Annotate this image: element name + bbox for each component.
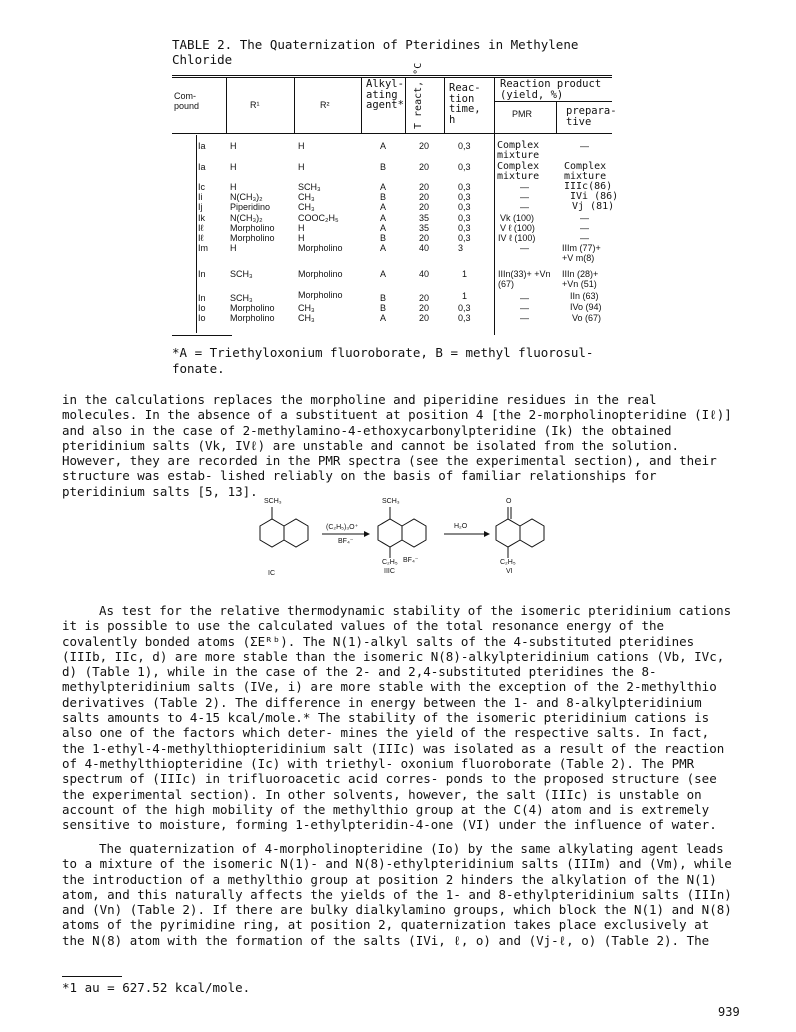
substituent-ethyl-right: C₂H₅ [500, 559, 516, 566]
table-row-pmr: IV ℓ (100) [498, 233, 536, 243]
table-row-r2: CH₃ [298, 202, 315, 212]
table-row-prep: IIn (63) [570, 291, 599, 301]
table-row-r2: Morpholino [298, 290, 343, 300]
table-row-r1: Morpholino [230, 233, 275, 243]
pyrazine-ring-mid [402, 519, 426, 547]
table-row-prep: IVo (94) [570, 302, 602, 312]
footnote-rule [62, 976, 122, 977]
page-footnote: *1 au = 627.52 kcal/mole. [62, 980, 251, 995]
table-row-pmr: — [520, 313, 529, 323]
table-row-agent: B [380, 162, 387, 172]
table-row-prep: — [580, 223, 589, 233]
table-row-pmr: Vk (100) [500, 213, 535, 223]
substituent-sch3-mid: SCH₃ [382, 498, 400, 505]
table-row-compound: Io [198, 303, 206, 313]
compound-label-iiic: IIIC [384, 568, 395, 575]
table-caption: TABLE 2. The Quaternization of Pteridines in Methylene Chloride [172, 37, 579, 67]
paragraph-1: in the calculations replaces the morpholine and piperidine residues in the real molecules. In the absence of a substituent at position 4 [the 2-morpholinopteridine (Iℓ)] and also in the case of 2-methylamino-4-ethoxycarbonylpteridine (Ik) the obtained pteridinium salts (Vk, IVℓ) are unstable and cannot be isolated from the solution. However, they are recorded in the PMR spectra (see the experimental section), and their structure was estab- lished reliably on the basis of familiar relationships for pteridinium salts [5, 13]. [62, 392, 732, 499]
table-row-compound: Ij [198, 202, 203, 212]
table-row-time: 0,3 [458, 162, 471, 172]
table-row-r2: H [298, 233, 305, 243]
arrowhead-icon [364, 531, 370, 537]
table-row-agent: A [380, 213, 387, 223]
table-row-prep: — [580, 213, 589, 223]
header-compound: Com- pound [174, 91, 200, 111]
table-row-pmr: — [520, 303, 529, 313]
arrowhead-icon [484, 531, 490, 537]
pyrimidine-ring-mid [378, 519, 402, 547]
table-vline-pmr [494, 77, 495, 335]
table-row-r1: SCH₃ [230, 293, 253, 303]
table-row-temp: 20 [419, 313, 430, 323]
table-row-pmr: — [520, 202, 529, 212]
table-row-prep: IVi (86) [570, 191, 619, 202]
table-row-compound: In [198, 293, 206, 303]
reagent-triethyloxonium: (C₂H₅)₃O⁺ [326, 524, 359, 531]
table-row-agent: A [380, 269, 387, 279]
table-row-agent: A [380, 182, 387, 192]
table-row-compound: Im [198, 243, 208, 253]
compound-label-vi: VI [506, 568, 513, 575]
table-row-r2: COOC₂H₅ [298, 213, 339, 223]
table-row-r1: H [230, 162, 237, 172]
table-row-r1: SCH₃ [230, 269, 253, 279]
page-number: 939 [718, 1005, 740, 1019]
table-row-agent: A [380, 313, 387, 323]
table-row-compound: Ic [198, 182, 206, 192]
table-row-prep: Complex mixture [564, 161, 607, 182]
pyrazine-ring-left [284, 519, 308, 547]
table-row-temp: 35 [419, 223, 430, 233]
table-row-r1: Piperidino [230, 202, 271, 212]
table-row-prep: IIIn (28)+ +Vn (51) [562, 269, 599, 289]
table-row-r2: Morpholino [298, 243, 343, 253]
header-r2: R² [320, 100, 330, 110]
table-row-time: 0,3 [458, 303, 471, 313]
header-agent: Alkyl- ating agent* [366, 78, 404, 111]
table-row-r1: Morpholino [230, 313, 275, 323]
table-row-pmr: — [520, 243, 529, 253]
table-row-temp: 40 [419, 269, 430, 279]
table-row-r1: Morpholino [230, 303, 275, 313]
product-subheader-rule [494, 101, 612, 102]
table-row-temp: 20 [419, 202, 430, 212]
table-row-compound: Iℓ [198, 223, 204, 233]
table-row-compound: Io [198, 313, 206, 323]
table-row-pmr: V ℓ (100) [500, 223, 535, 233]
table-row-prep: Vj (81) [572, 201, 615, 212]
table-row-r2: H [298, 141, 305, 151]
table-row-agent: B [380, 293, 387, 303]
table-row-compound: Ik [198, 213, 206, 223]
header-product: Reaction product (yield, %) [500, 78, 602, 101]
table-row-agent: A [380, 141, 387, 151]
table-row-r2: CH₃ [298, 303, 315, 313]
compound-label-ic: IC [268, 570, 275, 577]
pyrimidine-ring-right [496, 519, 520, 547]
table-row-prep: — [580, 233, 589, 243]
table-row-time: 3 [458, 243, 464, 253]
header-time: Reac- tion time, h [449, 82, 481, 126]
table-vline-prep [556, 101, 557, 133]
table-footnote: *A = Triethyloxonium fluoroborate, B = methyl fluorosul- fonate. [172, 345, 594, 376]
table-row-pmr: — [520, 192, 529, 202]
table-row-temp: 40 [419, 243, 430, 253]
pyrazine-ring-right [520, 519, 544, 547]
reagent-water: H₂O [454, 523, 468, 530]
reaction-scheme-svg [250, 498, 570, 588]
header-temp: T react, °C [413, 62, 424, 129]
table-row-time: 1 [462, 291, 468, 301]
table-row-time: 0,3 [458, 202, 471, 212]
table-row-r2: Morpholino [298, 269, 343, 279]
table-row-r1: H [230, 243, 237, 253]
table-vline-compound [196, 135, 197, 333]
table-row-temp: 35 [419, 213, 430, 223]
table-row-pmr: Complex mixture [497, 140, 540, 161]
table-row-temp: 20 [419, 233, 430, 243]
table-row-temp: 20 [419, 162, 430, 172]
substituent-ethyl-mid: C₂H₅ [382, 559, 398, 566]
reagent-bf4: BF₄⁻ [338, 538, 354, 545]
paragraph-3: The quaternization of 4-morpholinopteridine (Io) by the same alkylating agent leads to a mixture of the isomeric N(1)- and N(8)-ethylpteridinium salts (IIIm) and (Vm), while the introduction of a methylthio group at position 2 hinders the alkylation of the N(1) atom, and this naturally affects the yields of the 1- and 8-ethylpteridinium salts (IIIn) and (Vn) (Table 2). If there are bulky dialkylamino groups, which block the N(1) and N(8) atoms of the pyrimidine ring, at position 2, quaternization takes place exclusively at the N(8) atom with the formation of the salts (IVi, ℓ, o) and (Vj-ℓ, o) (Table 2). The [62, 841, 732, 948]
header-prep: prepara- tive [566, 105, 617, 128]
table-row-compound: Ia [198, 141, 206, 151]
substituent-oxygen: O [506, 498, 512, 505]
table-row-pmr: Complex mixture [497, 161, 540, 182]
table-row-r2: SCH₃ [298, 182, 321, 192]
table-row-time: 0,3 [458, 182, 471, 192]
table-header-rule [172, 133, 612, 134]
table-row-agent: B [380, 233, 387, 243]
table-row-r2: CH₃ [298, 192, 315, 202]
table-row-r2: CH₃ [298, 313, 315, 323]
table-row-agent: A [380, 243, 387, 253]
table-row-time: 0,3 [458, 223, 471, 233]
table-row-prep: — [580, 141, 589, 151]
table-row-agent: A [380, 202, 387, 212]
table-row-r1: H [230, 141, 237, 151]
table-row-time: 0,3 [458, 192, 471, 202]
table-row-r1: N(CH₃)₂ [230, 192, 263, 202]
table-bottom-rule [172, 335, 232, 336]
table-row-time: 0,3 [458, 313, 471, 323]
table-row-temp: 20 [419, 303, 430, 313]
table-row-temp: 20 [419, 141, 430, 151]
table-row-prep: IIIc(86) [564, 181, 613, 192]
table-row-temp: 20 [419, 182, 430, 192]
table-row-pmr: IIIn(33)+ +Vn (67) [498, 269, 551, 289]
table-row-pmr: — [520, 182, 529, 192]
table-row-time: 0,3 [458, 233, 471, 243]
table-row-temp: 20 [419, 192, 430, 202]
substituent-sch3-left: SCH₃ [264, 498, 282, 505]
reaction-scheme [250, 498, 570, 588]
table-row-compound: In [198, 269, 206, 279]
table-vline [361, 77, 362, 133]
table-row-temp: 20 [419, 293, 430, 303]
table-row-agent: B [380, 303, 387, 313]
table-vline [444, 77, 445, 133]
table-row-r1: Morpholino [230, 223, 275, 233]
table-row-r1: H [230, 182, 237, 192]
pyrimidine-ring-left [260, 519, 284, 547]
quaternization-table [172, 62, 619, 337]
table-row-compound: Ia [198, 162, 206, 172]
table-row-prep: IIIm (77)+ +V m(8) [562, 243, 601, 263]
paragraph-2: As test for the relative thermodynamic stability of the isomeric pteridinium cations it is possible to use the calculated values of the total resonance energy of the covalently bonded atoms (ΣEᴿᵇ). The N(1)-alkyl salts of the 4-substituted pteridines (IIIb, IIc, d) are more stable than the isomeric N(8)-alkylpteridinium cations (Vb, IVc, d) (Table 1), while in the case of the 2- and 2,4-substituted pteridines the 8-methylpteridinium salts (IVe, i) are more stable with the exception of the 2-methylthio derivatives (Table 2). The difference in energy between the 1- and 8-alkylpteridinium salts amounts to 4-15 kcal/mole.* The stability of the isomeric pteridinium cations is also one of the factors which deter- mines the yield of the respective salts. In fact, the 1-ethyl-4-methylthiopteridinium salt (IIIc) was isolated as a result of the reaction of 4-methylthiopteridine (Ic) with triethyl- oxonium fluoroborate (Table 2). The PMR spectrum of (IIIc) in trifluoroacetic acid corres- ponds to the proposed structure (see the experimental section). In other solvents, however, the salt (IIIc) is unstable on account of the high mobility of the methylthio group at the C(4) atom and is extremely sensitive to moisture, forming 1-ethylpteridin-4-one (VI) under the influence of water. [62, 603, 732, 833]
header-pmr: PMR [512, 109, 532, 119]
table-row-time: 0,3 [458, 141, 471, 151]
table-row-prep: Vo (67) [572, 313, 602, 323]
table-vline [294, 77, 295, 133]
table-row-time: 1 [462, 269, 468, 279]
counterion-bf4-mid: BF₄⁻ [403, 557, 419, 564]
table-row-compound: Ii [198, 192, 203, 202]
table-row-agent: B [380, 192, 387, 202]
table-row-r2: H [298, 223, 305, 233]
table-row-time: 0,3 [458, 213, 471, 223]
table-top-rule [172, 75, 612, 76]
table-row-pmr: — [520, 293, 529, 303]
table-row-compound: Iℓ [198, 233, 204, 243]
table-row-r1: N(CH₃)₂ [230, 213, 263, 223]
header-r1: R¹ [250, 100, 260, 110]
table-row-r2: H [298, 162, 305, 172]
table-row-agent: A [380, 223, 387, 233]
table-vline [226, 77, 227, 133]
